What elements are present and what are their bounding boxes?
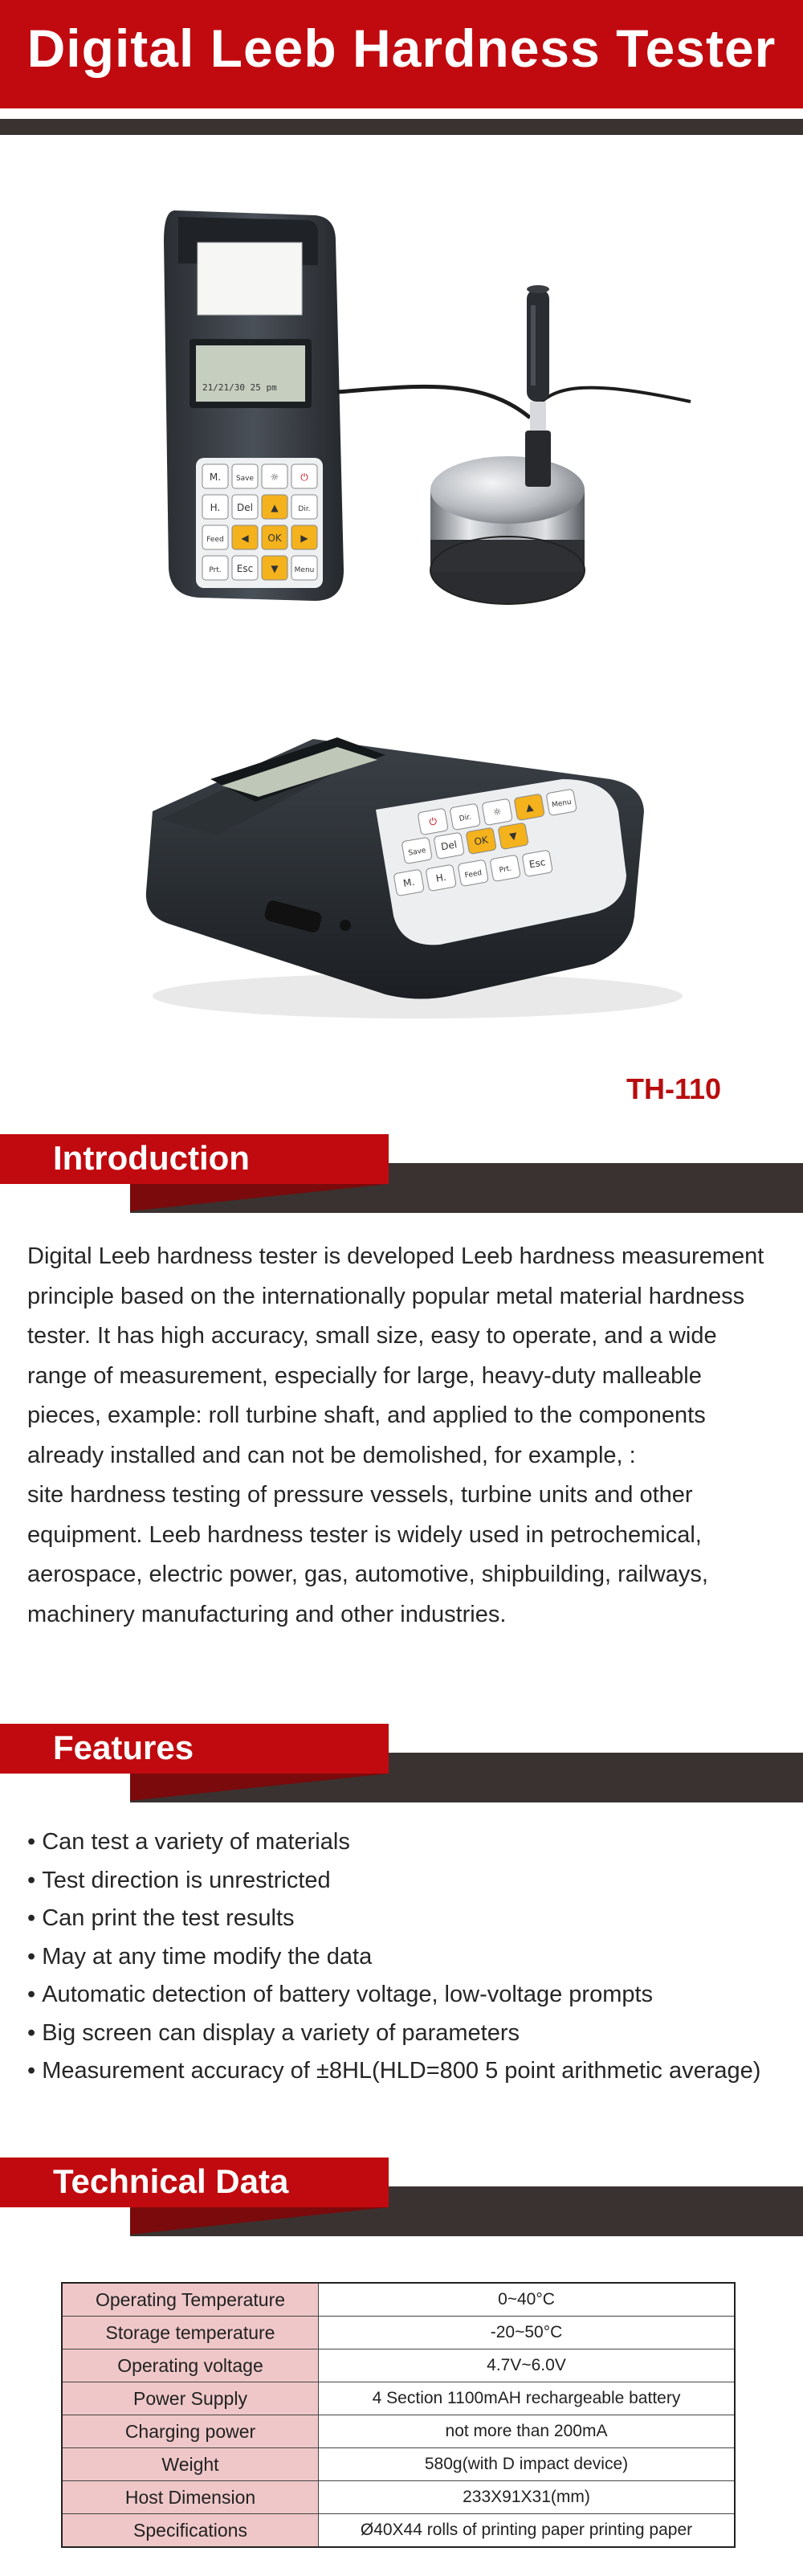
device-key-label: OK <box>473 834 489 848</box>
device-screen <box>196 345 305 402</box>
device-key-label: Feed <box>206 536 224 544</box>
features-title: Features <box>53 1729 194 1766</box>
device-key-label: ☼ <box>270 472 279 483</box>
device-key-label: ▲ <box>271 502 279 513</box>
device-key-angle <box>498 823 528 849</box>
probe-cable <box>337 386 530 418</box>
device-key-angle <box>490 855 520 881</box>
device-key-label: M. <box>402 876 416 889</box>
device-key-angle <box>458 859 488 886</box>
intro-line: machinery manufacturing and other industries. <box>27 1601 507 1627</box>
intro-text <box>27 1237 790 1635</box>
device-key-label: ☼ <box>491 806 503 819</box>
device-key-angle <box>466 827 496 854</box>
device-key <box>262 495 287 519</box>
spec-key: Specifications <box>62 2514 319 2548</box>
device-key-label: H. <box>434 871 447 884</box>
device-key-label: Dir. <box>459 813 472 824</box>
feature-item: • Test direction is unrestricted <box>27 1862 798 1900</box>
device-key-label: Prt. <box>499 864 512 876</box>
intro-line: tester. It has high accuracy, small size, easy to operate, and a wide <box>27 1323 717 1349</box>
model-label: TH-110 <box>626 1072 722 1105</box>
device-key-label: ◀ <box>241 533 249 544</box>
device-key <box>291 495 317 519</box>
device-key-label: Menu <box>551 798 573 810</box>
intro-line: principle based on the internationally popular metal material hardness <box>27 1283 745 1309</box>
spec-value: not more than 200mA <box>319 2415 736 2448</box>
table-row <box>62 2382 735 2415</box>
device-key-angle <box>546 789 577 815</box>
table-row <box>62 2317 735 2349</box>
device-key <box>232 525 258 549</box>
table-row <box>62 2481 735 2514</box>
device-key-label: Feed <box>464 869 483 880</box>
printer-paper <box>198 243 302 315</box>
spec-key: Weight <box>62 2448 319 2481</box>
spec-value: 0~40°C <box>319 2283 736 2317</box>
spec-key: Operating Temperature <box>62 2283 319 2317</box>
device-key-label: H. <box>210 502 221 513</box>
device-key <box>291 464 317 488</box>
spec-value: 4 Section 1100mAH rechargeable battery <box>319 2382 736 2415</box>
table-row <box>62 2283 735 2317</box>
features-header-fold <box>130 1774 389 1801</box>
spec-key: Power Supply <box>62 2382 319 2415</box>
device-key-angle <box>393 869 424 896</box>
device-key <box>202 495 228 519</box>
spec-key: Charging power <box>62 2415 319 2448</box>
spec-value: -20~50°C <box>319 2317 736 2349</box>
spec-key: Operating voltage <box>62 2349 319 2382</box>
device-key <box>202 525 228 549</box>
spec-value: 4.7V~6.0V <box>319 2349 736 2382</box>
device-key <box>291 556 317 580</box>
features-list <box>27 1823 798 2091</box>
tech-title: Technical Data <box>53 2162 289 2200</box>
device-key <box>291 525 317 549</box>
device-key-label: Save <box>235 475 255 483</box>
device-key-label: Esc <box>528 856 547 871</box>
device-key-angle <box>450 803 480 830</box>
device-key <box>232 464 258 488</box>
product-photo-angle <box>0 723 803 1036</box>
spec-table <box>61 2282 736 2548</box>
intro-line: site hardness testing of pressure vessels, turbine units and other <box>27 1482 693 1508</box>
intro-line: aerospace, electric power, gas, automotive, shipbuilding, railways, <box>27 1562 708 1587</box>
device-key-label: ▼ <box>271 563 279 574</box>
device-key-label: ⏻ <box>300 472 308 483</box>
device-key-label: OK <box>267 533 282 544</box>
device-key-angle <box>426 864 456 891</box>
device-key-label: ▼ <box>508 830 518 843</box>
intro-line: Digital Leeb hardness tester is developed Leeb hardness measurement <box>27 1243 764 1269</box>
intro-header-fold <box>130 1184 389 1211</box>
header-divider <box>0 119 803 135</box>
device-key-label: ▶ <box>300 533 308 544</box>
device-key-label: ⏻ <box>428 815 438 828</box>
feature-item: • Big screen can display a variety of parameters <box>27 2015 798 2053</box>
device-key-angle <box>402 837 432 863</box>
feature-item: • May at any time modify the data <box>27 1938 798 1977</box>
device-key-label: ▲ <box>524 801 534 814</box>
intro-line: pieces, example: roll turbine shaft, and applied to the components <box>27 1402 706 1428</box>
intro-title: Introduction <box>53 1139 250 1177</box>
device-key <box>202 464 228 488</box>
tech-header-fold <box>130 2207 389 2235</box>
feature-item: • Measurement accuracy of ±8HL(HLD=800 5 point arithmetic average) <box>27 2052 798 2091</box>
device-key-angle <box>514 794 544 820</box>
device-key-angle <box>522 850 552 876</box>
spec-key: Host Dimension <box>62 2481 319 2514</box>
device-key-angle <box>434 832 464 859</box>
device-key-label: Del <box>440 839 459 853</box>
device-key-label: Del <box>237 502 253 513</box>
device-key <box>262 556 287 580</box>
spec-value: 233X91X31(mm) <box>319 2481 736 2514</box>
device-key-label: Save <box>407 846 427 858</box>
impact-probe <box>527 289 549 402</box>
table-row <box>62 2415 735 2448</box>
product-photo-front <box>0 185 803 635</box>
feature-item: • Can print the test results <box>27 1900 798 1938</box>
spec-value: Ø40X44 rolls of printing paper printing paper <box>319 2514 736 2548</box>
device-key-label: Menu <box>294 566 315 574</box>
device-key-angle <box>482 798 512 825</box>
device-key <box>232 495 258 519</box>
table-row <box>62 2448 735 2481</box>
device-screen-text: 21/21/30 25 pm <box>202 382 277 393</box>
table-row <box>62 2514 735 2548</box>
feature-item: • Can test a variety of materials <box>27 1823 798 1862</box>
device-key-label: Dir. <box>298 505 311 513</box>
device-key-label: M. <box>209 472 222 483</box>
intro-line: equipment. Leeb hardness tester is widely used in petrochemical, <box>27 1521 702 1548</box>
spec-key: Storage temperature <box>62 2317 319 2349</box>
device-key <box>262 464 287 488</box>
feature-item: • Automatic detection of battery voltage, low-voltage prompts <box>27 1976 798 2015</box>
device-key <box>262 525 287 549</box>
device-key <box>202 556 228 580</box>
page-title: Digital Leeb Hardness Tester <box>26 18 777 78</box>
table-row <box>62 2349 735 2382</box>
device-key-label: Prt. <box>209 566 222 574</box>
intro-line: already installed and can not be demolished, for example, : <box>27 1442 636 1468</box>
spec-value: 580g(with D impact device) <box>319 2448 736 2481</box>
device-key-label: Esc <box>236 563 254 574</box>
intro-line: range of measurement, especially for large, heavy-duty malleable <box>27 1362 702 1389</box>
device-key <box>232 556 258 580</box>
device-key-angle <box>418 808 448 835</box>
